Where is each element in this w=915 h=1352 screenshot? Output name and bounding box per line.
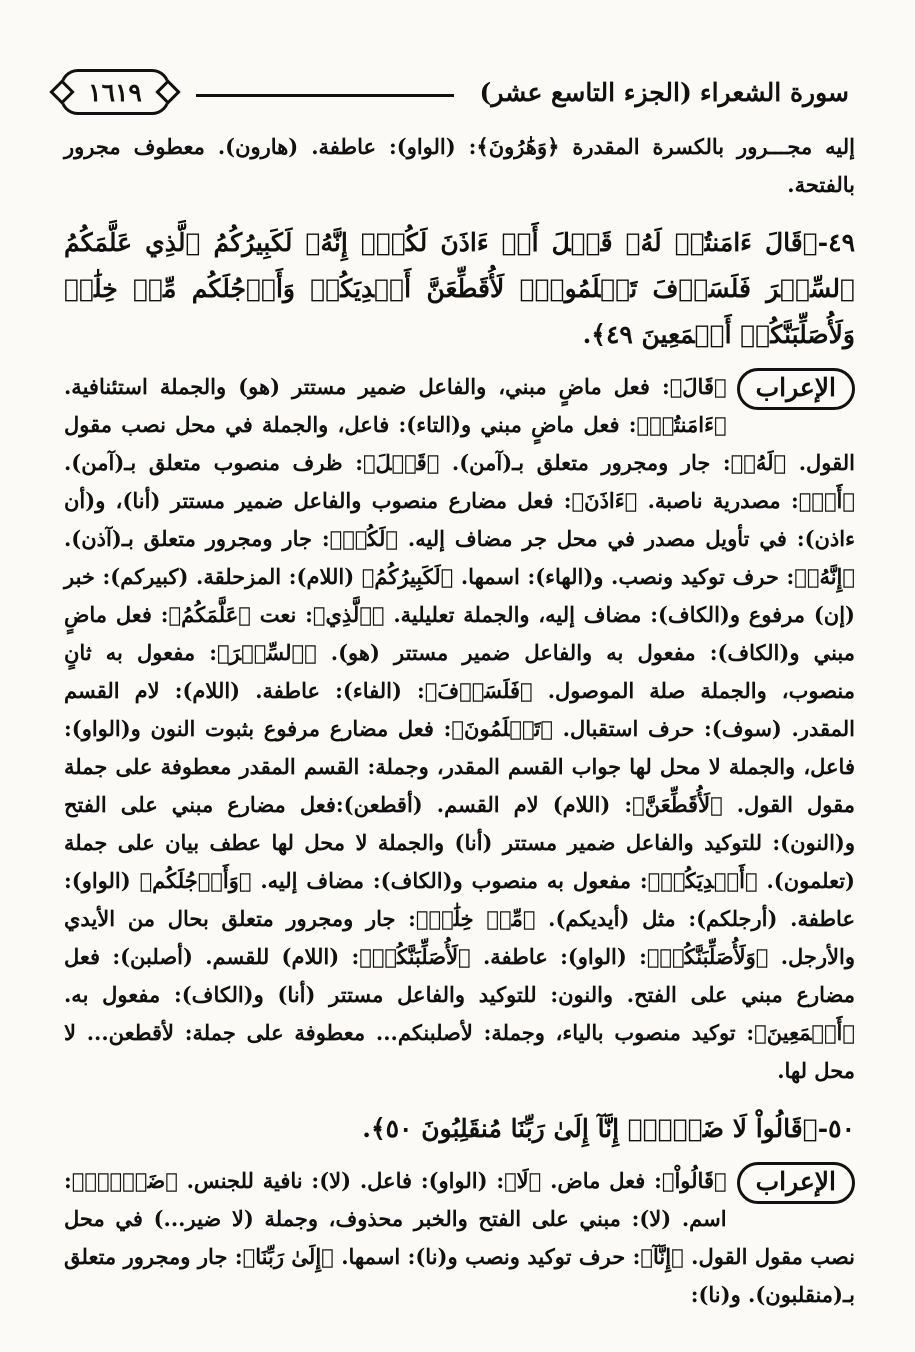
verse-50-number: ٥٠- [817, 1114, 855, 1143]
surah-title: سورة الشعراء [699, 77, 849, 107]
verse-50 [64, 1106, 855, 1152]
page-number: ١٦١٩ [60, 69, 170, 115]
verse-49-number: ٤٩- [817, 228, 855, 257]
intro-paragraph: إليه مجـــرور بالكسرة المقدرة ﴿وَهَٰرُونَ﴾: (الواو): عاطفة. (هارون). معطوف مجرور بالفتحة. [64, 134, 855, 197]
irab-section-49 [64, 368, 855, 1090]
irab-label: الإعراب [737, 1162, 855, 1204]
page-header [60, 62, 849, 122]
juz-title: (الجزء التاسع عشر) [479, 77, 692, 107]
header-rule [196, 94, 454, 97]
verse-50-text: ﴿قَالُواْ لَا ضَيۡرَۖ إِنَّآ إِلَىٰ رَبِّنَا مُنقَلِبُونَ ٥٠﴾. [362, 1114, 818, 1143]
irab-section-50 [64, 1162, 855, 1314]
verse-49 [64, 220, 855, 358]
irab-text-50: ﴿قَالُواْ﴾: فعل ماض. ﴿لَا﴾: (الواو): فاعل. (لا): نافية للجنس. ﴿ضَيۡرَۖ﴾: اسم. (لا): مبني على الفتح والخبر محذوف، وجملة (لا ضير...) في محل نصب مقول القول. ﴿إِنَّآ﴾: حرف توكيد ونصب و(نا): اسمها. ﴿إِلَىٰ رَبِّنَا﴾: جار ومجرور متعلق بـ(منقلبون). و(نا): [64, 1168, 855, 1307]
irab-label: الإعراب [737, 368, 855, 410]
irab-text-49: ﴿قَالَ﴾: فعل ماضٍ مبني، والفاعل ضمير مستتر (هو) والجملة استئنافية. ﴿ءَامَنتُمۡ﴾: فعل ماضٍ مبني و(التاء): فاعل، والجملة في محل نصب مقول القول. ﴿لَهُۥ﴾: جار ومجرور متعلق بـ(آمن). ﴿قَبۡلَ﴾: ظرف منصوب متعلق بـ(آمن). ﴿أَنۡ﴾: مصدرية ناصبة. ﴿ءَاذَنَ﴾: فعل مضارع منصوب والفاعل ضمير مستتر (أنا)، و(أن ءاذن): في تأويل مصدر في محل جر مضاف إليه. ﴿لَكُمۡ﴾: جار ومجرور متعلق بـ(آذن). ﴿إِنَّهُۥ﴾: حرف توكيد ونصب. و(الهاء): اسمها. ﴿لَكَبِيرُكُمُ﴾ (اللام): المزحلقة. (كبيركم): خبر (إن) مرفوع و(الكاف): مضاف إليه، والجملة تعليلية. ﴿ٱلَّذِي﴾: نعت ﴿عَلَّمَكُمُ﴾: فعل ماضٍ مبني و(الكاف): مفعول به والفاعل ضمير مستتر (هو). ﴿ٱلسِّحۡرَ﴾: مفعول به ثانٍ منصوب، والجملة صلة الموصول. ﴿فَلَسَوۡفَ﴾: (الفاء): عاطفة. (اللام): لام القسم المقدر. (سوف): حرف استقبال. ﴿تَعۡلَمُونَ﴾: فعل مضارع مرفوع بثبوت النون و(الواو): فاعل، والجملة لا محل لها جواب القسم المقدر، وجملة: القسم المقدر معطوفة على جملة مقول القول. ﴿لَأُقَطِّعَنَّ﴾: (اللام) لام القسم. (أقطعن):فعل مضارع مبني على الفتح و(النون): للتوكيد والفاعل ضمير مستتر (أنا) والجملة لا محل لها عطف بيان على جملة (تعلمون). ﴿أَيۡدِيَكُمۡ﴾: مفعول به منصوب و(الكاف): مضاف إليه. ﴿وَأَرۡجُلَكُم﴾ (الواو): عاطفة. (أرجلكم): مثل (أيديكم). ﴿مِّنۡ خِلَٰفٖ﴾: جار ومجرور متعلق بحال من الأيدي والأرجل. ﴿وَلَأُصَلِّبَنَّكُمۡ﴾: (الواو): عاطفة. ﴿لَأُصَلِّبَنَّكُمۡ﴾: (اللام) للقسم. (أصلبن): فعل مضارع مبني على الفتح. والنون: للتوكيد والفاعل مستتر (أنا) و(الكاف): مفعول به. ﴿أَجۡمَعِينَ﴾: توكيد منصوب بالياء، وجملة: لأصلبنكم... معطوفة على جملة: لأقطعن... لا محل لها. [64, 374, 855, 1083]
page-content [64, 128, 855, 1314]
verse-49-text: ﴿قَالَ ءَامَنتُمۡ لَهُۥ قَبۡلَ أَنۡ ءَاذَنَ لَكُمۡۖ إِنَّهُۥ لَكَبِيرُكُمُ ٱلَّذِي عَلَّمَكُمُ ٱلسِّحۡرَ فَلَسَوۡفَ تَعۡلَمُونَۚ لَأُقَطِّعَنَّ أَيۡدِيَكُمۡ وَأَرۡجُلَكُم مِّنۡ خِلَٰفٖ وَلَأُصَلِّبَنَّكُمۡ أَجۡمَعِينَ ٤٩﴾. [64, 228, 855, 349]
